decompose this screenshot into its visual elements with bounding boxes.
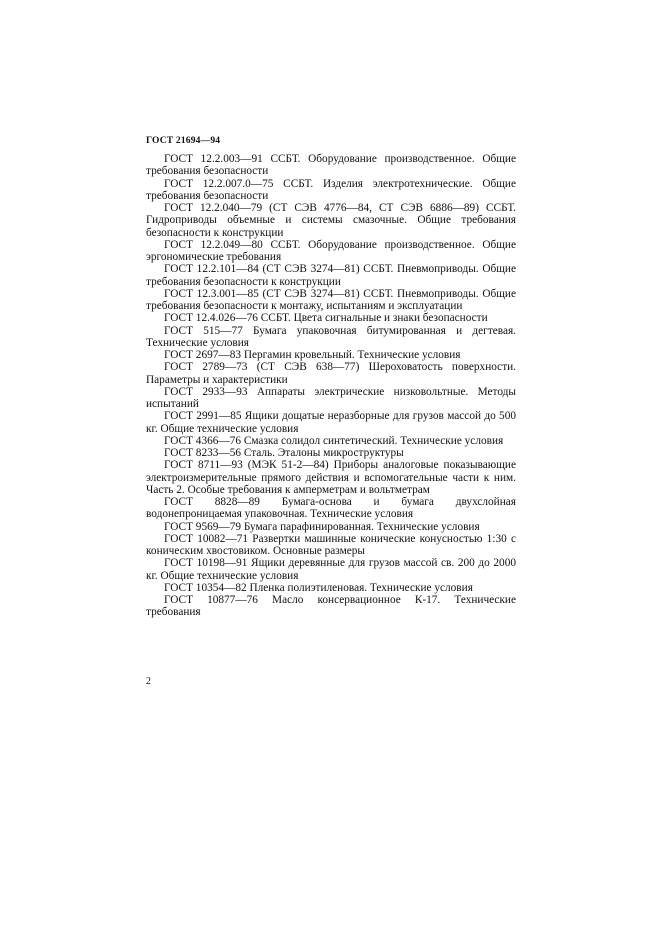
reference-item: ГОСТ 10877—76 Масло консервационное К-17. Технические требования (146, 594, 516, 619)
reference-item: ГОСТ 8233—56 Сталь. Эталоны микроструктуры (164, 447, 404, 459)
reference-item: ГОСТ 12.2.007.0—75 ССБТ. Изделия электротехнические. Общие требования безопасности (146, 177, 516, 202)
reference-item: ГОСТ 12.2.101—84 (СТ СЭВ 3274—81) ССБТ. Пневмоприводы. Общие требования безопасности к конструкции (146, 263, 516, 288)
reference-item: ГОСТ 2789—73 (СТ СЭВ 638—77) Шероховатость поверхности. Параметры и характеристики (146, 361, 516, 386)
reference-item: ГОСТ 12.4.026—76 ССБТ. Цвета сигнальные и знаки безопасности (164, 312, 488, 325)
reference-item: ГОСТ 8711—93 (МЭК 51-2—84) Приборы аналоговые показывающие электроизмерительные прямого действия и вспомогательные части к ним. Часть 2. Особые требования к амперметрам и вольтметрам (146, 459, 516, 496)
reference-item: ГОСТ 10198—91 Ящики деревянные для грузов массой св. 200 до 2000 кг. Общие технические условия (146, 557, 516, 582)
page-number: 2 (146, 676, 151, 687)
reference-item: ГОСТ 515—77 Бумага упаковочная битумированная и дегтевая. Технические условия (146, 324, 516, 349)
reference-item: ГОСТ 4366—76 Смазка солидол синтетический. Технические условия (164, 434, 504, 447)
reference-item: ГОСТ 2991—85 Ящики дощатые неразборные для грузов массой до 500 кг. Общие технические условия (146, 410, 516, 435)
reference-item: ГОСТ 2933—93 Аппараты электрические низковольтные. Методы испытаний (146, 385, 516, 410)
reference-list (146, 153, 516, 619)
reference-item: ГОСТ 12.3.001—85 (СТ СЭВ 3274—81) ССБТ. Пневмоприводы. Общие требования безопасности к монтажу, испытаниям и эксплуатации (146, 287, 516, 312)
reference-item: ГОСТ 9569—79 Бумага парафинированная. Технические условия (164, 520, 480, 533)
reference-item: ГОСТ 12.2.049—80 ССБТ. Оборудование производственное. Общие эргономические требования (146, 238, 516, 263)
reference-item: ГОСТ 8828—89 Бумага-основа и бумага двухслойная водонепроницаемая упаковочная. Технические условия (146, 496, 516, 521)
reference-item: ГОСТ 10082—71 Развертки машинные конические конусностью 1:30 с коническим хвостовиком. Основные размеры (146, 532, 516, 557)
reference-item: ГОСТ 10354—82 Пленка полиэтиленовая. Технические условия (164, 581, 473, 594)
reference-item: ГОСТ 2697—83 Пергамин кровельный. Технические условия (164, 349, 461, 361)
document-header: ГОСТ 21694—94 (146, 136, 221, 146)
reference-item: ГОСТ 12.2.003—91 ССБТ. Оборудование производственное. Общие требования безопасности (146, 153, 516, 178)
reference-item: ГОСТ 12.2.040—79 (СТ СЭВ 4776—84, СТ СЭВ 6886—89) ССБТ. Гидроприводы объемные и системы смазочные. Общие требования безопасности к конструкции (146, 202, 516, 239)
